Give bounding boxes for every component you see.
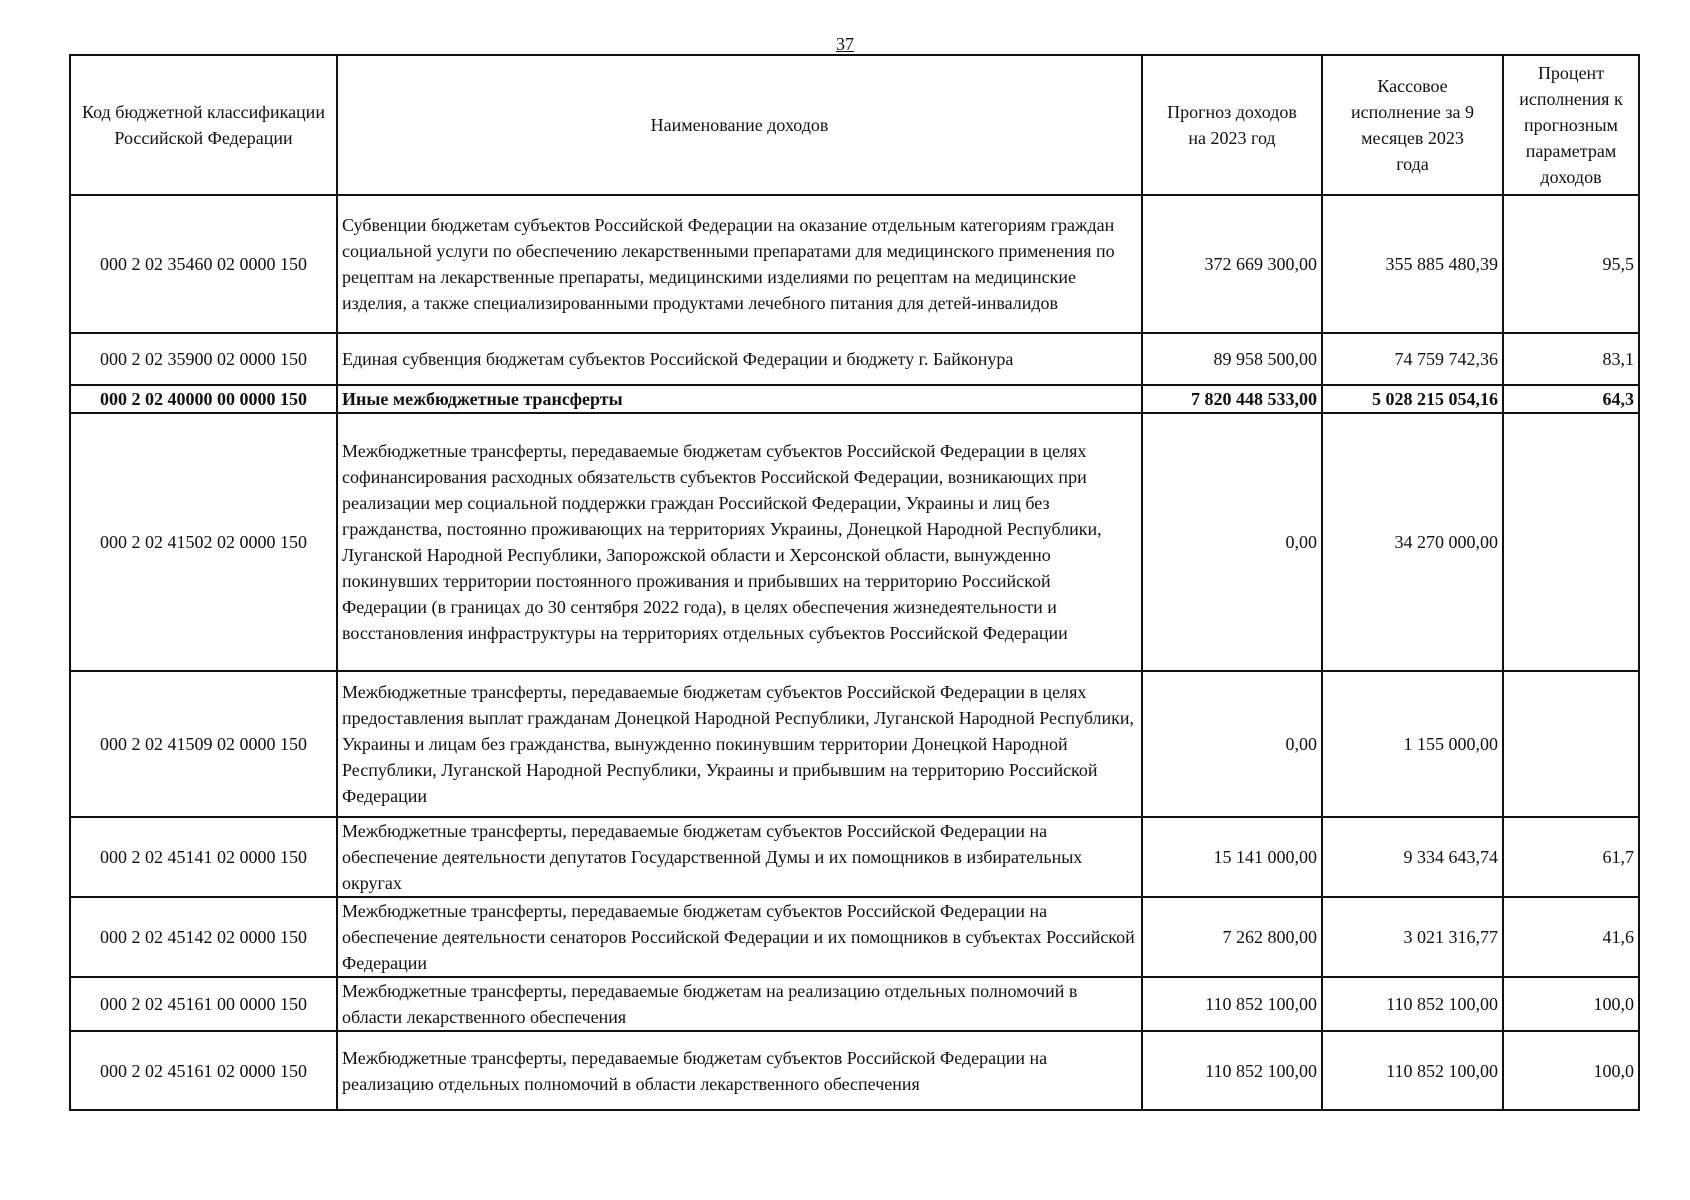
row-percent: 100,0 xyxy=(1503,977,1639,1031)
row-forecast: 110 852 100,00 xyxy=(1142,1031,1322,1110)
header-forecast: Прогноз доходов на 2023 год xyxy=(1142,55,1322,195)
row-code: 000 2 02 45141 02 0000 150 xyxy=(70,817,337,897)
row-name: Межбюджетные трансферты, передаваемые бюджетам субъектов Российской Федерации на обеспечение деятельности сенаторов Российской Федерации и их помощников в субъектах Российской Федерации xyxy=(337,897,1142,977)
revenue-table xyxy=(69,54,1640,1111)
row-execution: 355 885 480,39 xyxy=(1322,195,1503,333)
header-execution: Кассовое исполнение за 9 месяцев 2023 года xyxy=(1322,55,1503,195)
table-row xyxy=(70,671,1639,817)
row-percent: 64,3 xyxy=(1503,385,1639,413)
row-name: Субвенции бюджетам субъектов Российской Федерации на оказание отдельным категориям граждан социальной услуги по обеспечению лекарственными препаратами для медицинского применения по рецептам на лекарственные препараты, медицинскими изделиями по рецептам на медицинские изделия, а также специализированными продуктами лечебного питания для детей-инвалидов xyxy=(337,195,1142,333)
row-name: Межбюджетные трансферты, передаваемые бюджетам на реализацию отдельных полномочий в области лекарственного обеспечения xyxy=(337,977,1142,1031)
row-code: 000 2 02 40000 00 0000 150 xyxy=(70,385,337,413)
row-forecast: 7 262 800,00 xyxy=(1142,897,1322,977)
row-execution: 110 852 100,00 xyxy=(1322,1031,1503,1110)
table-row xyxy=(70,897,1639,977)
table-row xyxy=(70,333,1639,385)
row-forecast: 15 141 000,00 xyxy=(1142,817,1322,897)
row-code: 000 2 02 41509 02 0000 150 xyxy=(70,671,337,817)
table-row xyxy=(70,413,1639,671)
row-forecast: 0,00 xyxy=(1142,413,1322,671)
row-name: Межбюджетные трансферты, передаваемые бюджетам субъектов Российской Федерации в целях софинансирования расходных обязательств субъектов Российской Федерации, возникающих при реализации мер социальной поддержки граждан Российской Федерации, Украины и лиц без гражданства, постоянно проживающих на территориях Украины, Донецкой Народной Республики, Луганской Народной Республики, Запорожской области и Херсонской области, вынужденно покинувших территории постоянного проживания и прибывших на территорию Российской Федерации (в границах до 30 сентября 2022 года), в целях обеспечения жизнедеятельности и восстановления инфраструктуры на территориях отдельных субъектов Российской Федерации xyxy=(337,413,1142,671)
row-name: Межбюджетные трансферты, передаваемые бюджетам субъектов Российской Федерации в целях предоставления выплат гражданам Донецкой Народной Республики, Луганской Народной Республики, Украины и лицам без гражданства, вынужденно покинувшим территории Донецкой Народной Республики, Луганской Народной Республики, Украины и прибывшим на территорию Российской Федерации xyxy=(337,671,1142,817)
row-percent xyxy=(1503,413,1639,671)
row-execution: 110 852 100,00 xyxy=(1322,977,1503,1031)
row-name: Единая субвенция бюджетам субъектов Российской Федерации и бюджету г. Байконура xyxy=(337,333,1142,385)
row-percent: 41,6 xyxy=(1503,897,1639,977)
row-forecast: 7 820 448 533,00 xyxy=(1142,385,1322,413)
row-execution: 74 759 742,36 xyxy=(1322,333,1503,385)
header-name: Наименование доходов xyxy=(337,55,1142,195)
row-execution: 5 028 215 054,16 xyxy=(1322,385,1503,413)
row-forecast: 0,00 xyxy=(1142,671,1322,817)
table-header-row xyxy=(70,55,1639,195)
header-percent: Процент исполнения к прогнозным параметрам доходов xyxy=(1503,55,1639,195)
table-row xyxy=(70,977,1639,1031)
row-code: 000 2 02 35460 02 0000 150 xyxy=(70,195,337,333)
table-row xyxy=(70,817,1639,897)
row-execution: 34 270 000,00 xyxy=(1322,413,1503,671)
table-row xyxy=(70,385,1639,413)
row-forecast: 110 852 100,00 xyxy=(1142,977,1322,1031)
row-forecast: 372 669 300,00 xyxy=(1142,195,1322,333)
row-execution: 3 021 316,77 xyxy=(1322,897,1503,977)
row-code: 000 2 02 45161 00 0000 150 xyxy=(70,977,337,1031)
row-percent: 83,1 xyxy=(1503,333,1639,385)
page-number: 37 xyxy=(836,34,854,54)
header-code: Код бюджетной классификации Российской Федерации xyxy=(70,55,337,195)
row-name: Межбюджетные трансферты, передаваемые бюджетам субъектов Российской Федерации на реализацию отдельных полномочий в области лекарственного обеспечения xyxy=(337,1031,1142,1110)
row-percent: 61,7 xyxy=(1503,817,1639,897)
row-code: 000 2 02 41502 02 0000 150 xyxy=(70,413,337,671)
row-code: 000 2 02 45142 02 0000 150 xyxy=(70,897,337,977)
row-percent: 95,5 xyxy=(1503,195,1639,333)
row-code: 000 2 02 35900 02 0000 150 xyxy=(70,333,337,385)
row-name: Межбюджетные трансферты, передаваемые бюджетам субъектов Российской Федерации на обеспечение деятельности депутатов Государственной Думы и их помощников в избирательных округах xyxy=(337,817,1142,897)
table-row xyxy=(70,195,1639,333)
row-percent xyxy=(1503,671,1639,817)
row-code: 000 2 02 45161 02 0000 150 xyxy=(70,1031,337,1110)
table-body xyxy=(70,195,1639,1110)
row-name: Иные межбюджетные трансферты xyxy=(337,385,1142,413)
row-execution: 9 334 643,74 xyxy=(1322,817,1503,897)
row-execution: 1 155 000,00 xyxy=(1322,671,1503,817)
row-percent: 100,0 xyxy=(1503,1031,1639,1110)
table-row xyxy=(70,1031,1639,1110)
row-forecast: 89 958 500,00 xyxy=(1142,333,1322,385)
